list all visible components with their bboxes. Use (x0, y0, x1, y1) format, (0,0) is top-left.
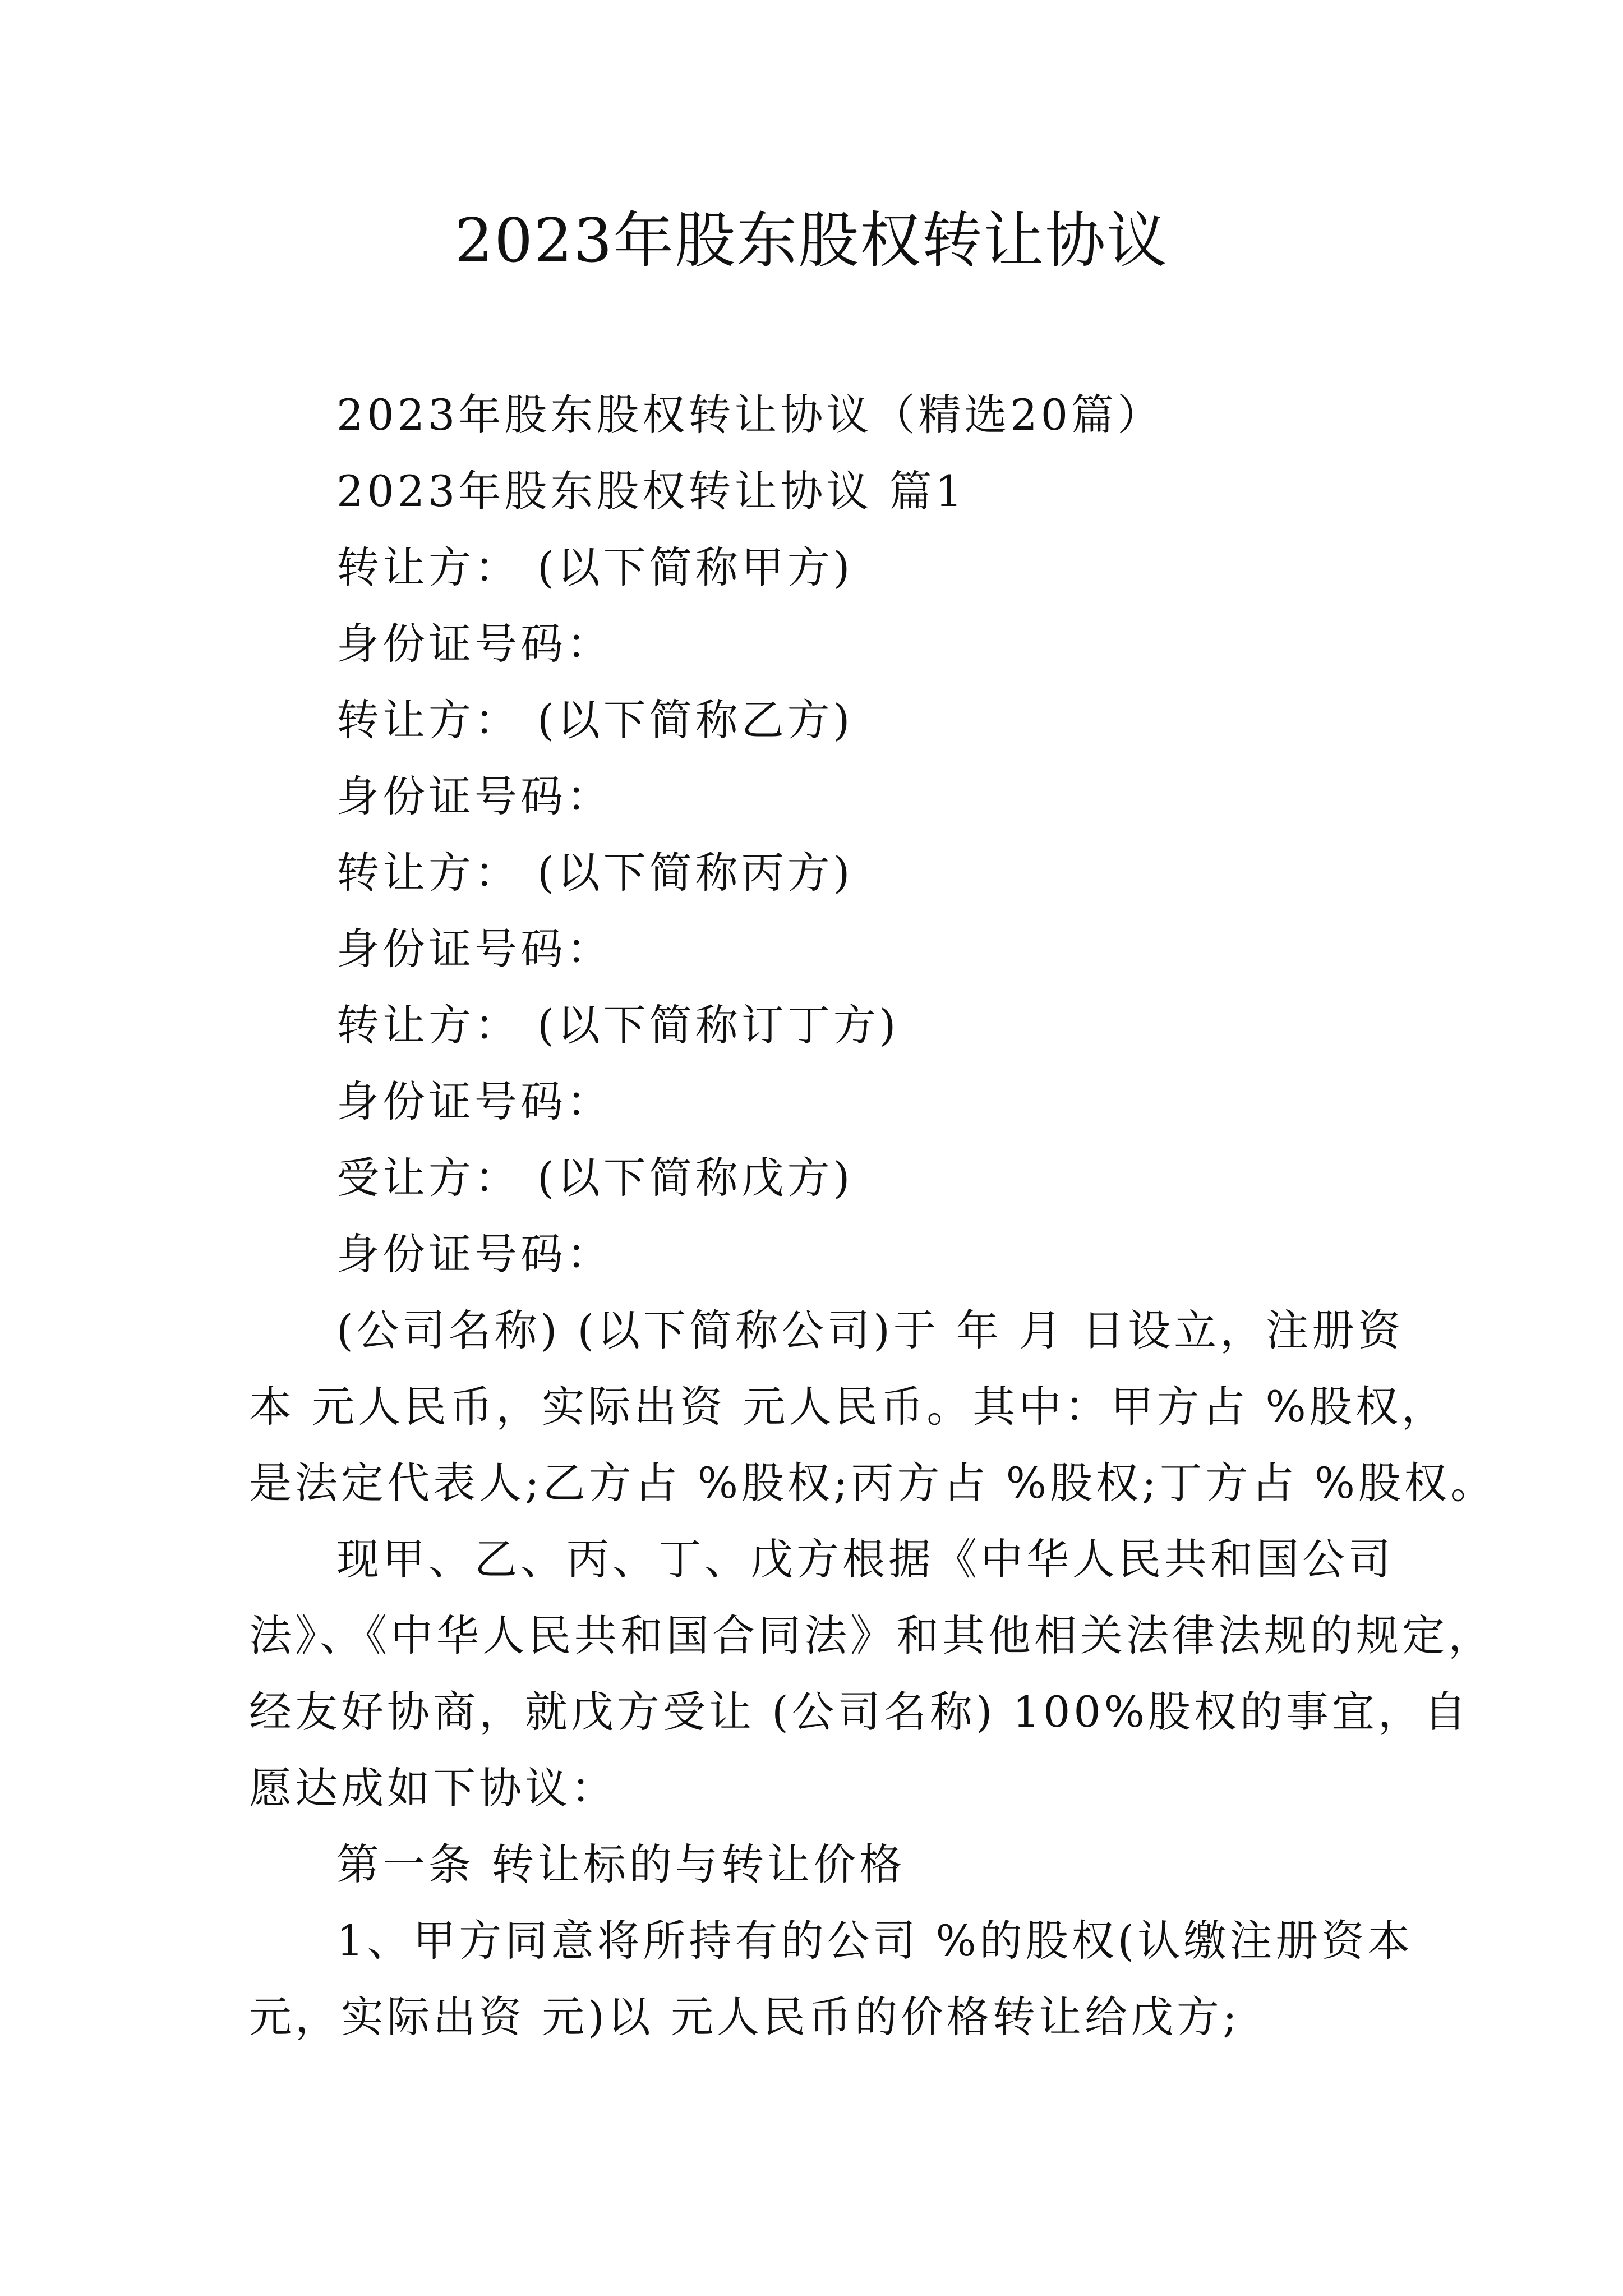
id-number-line: 身份证号码： (336, 771, 612, 821)
paragraph-line: (公司名称) (以下简称公司)于 年 月 日设立，注册资 (336, 1305, 1404, 1355)
id-number-line: 身份证号码： (336, 924, 612, 974)
article-heading: 第一条 转让标的与转让价格 (336, 1839, 906, 1889)
id-number-line: 身份证号码： (336, 1076, 612, 1126)
paragraph-line: 经友好协商，就戊方受让 (公司名称) 100%股权的事宜，自 (249, 1687, 1470, 1737)
party-line: 受让方： (以下简称戊方) (336, 1153, 854, 1203)
party-line: 转让方： (以下简称乙方) (336, 695, 854, 745)
paragraph-line: 元，实际出资 元)以 元人民币的价格转让给戊方; (249, 1992, 1241, 2042)
id-number-line: 身份证号码： (336, 1229, 612, 1279)
paragraph-line: 愿达成如下协议： (249, 1763, 617, 1813)
paragraph-line: 是法定代表人;乙方占 %股权;丙方占 %股权;丁方占 %股权。 (249, 1458, 1496, 1508)
party-line: 转让方： (以下简称丙方) (336, 848, 854, 898)
subtitle-line: 2023年股东股权转让协议（精选20篇） (336, 390, 1164, 440)
party-line: 转让方： (以下简称甲方) (336, 542, 854, 592)
section-heading: 2023年股东股权转让协议 篇1 (336, 466, 966, 516)
party-line: 转让方： (以下简称订丁方) (336, 1000, 900, 1050)
id-number-line: 身份证号码： (336, 619, 612, 669)
document-title: 2023年股东股权转让协议 (454, 206, 1169, 276)
paragraph-line: 1、甲方同意将所持有的公司 %的股权(认缴注册资本 (336, 1916, 1414, 1966)
paragraph-line: 法》、《中华人民共和国合同法》和其他相关法律法规的规定， (249, 1611, 1494, 1660)
paragraph-line: 现甲、乙、丙、丁、戊方根据《中华人民共和国公司 (336, 1534, 1394, 1584)
paragraph-line: 本 元人民币，实际出资 元人民币。其中：甲方占 %股权， (249, 1382, 1447, 1432)
